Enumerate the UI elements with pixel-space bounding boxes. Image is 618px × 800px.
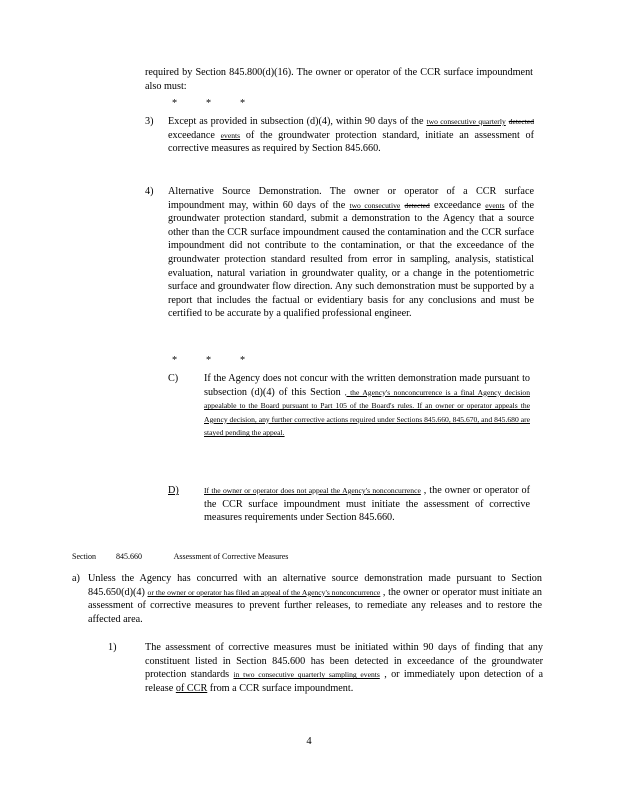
item-4-text: Alternative Source Demonstration. The owner or operator of a CCR surface impoundment may, within 60 days of the two consecutive detected exceedance events of the groundwater protection standard, submit a demonstration to the Agency that a source other than the CCR surface impoundment caused the contamination and the CCR surface impoundment did not contribute to the contamination, or that the exceedance of the groundwater protection standard resulted from error in sampling, analysis, statistical evaluation, natural variation in groundwater quality, or a change in the potentiometric surface and groundwater flow direction. Any such demonstration must be supported by a report that includes the factual or evidentiary basis for any conclusions and must be certified to be accurate by a qualified professional engineer. <box>168 186 535 320</box>
inserted-text: two consecutive quarterly <box>426 117 506 126</box>
ellipsis-stars: * * * <box>172 98 246 109</box>
deleted-text: detected <box>508 117 534 126</box>
page-number: 4 <box>306 736 312 747</box>
inserted-text: events <box>220 130 241 140</box>
inserted-text: two consecutive <box>349 200 401 210</box>
item-3-text: Except as provided in subsection (d)(4), within 90 days of the two consecutive quarterly detected exceedance events of the groundwater protection standard, initiate an assessment of corrective measures as required by Section 845.660. <box>168 116 535 155</box>
item-3-number: 3) <box>145 116 154 127</box>
inserted-text: of CCR <box>175 682 208 694</box>
item-d-number: D) <box>168 485 179 496</box>
para-a-text: Unless the Agency has concurred with an alternative source demonstration made pursuant to Section 845.650(d)(4) or the owner or operator has filed an appeal of the Agency's nonconcurrence , the owner or operator must initiate an assessment of corrective measures to prevent further releases, to remediate any releases and to restore the affected area. <box>88 573 542 625</box>
section-heading: Section 845.660 Assessment of Corrective Measures <box>72 552 289 561</box>
inserted-text: , the Agency's nonconcurrence is a final Agency decision appealable to the Board pursuant to Part 105 of the Board's rules. If an owner or operator appeals the Agency decision, any further corrective actions required under Sections 845.660, 845.670, and 845.680 are stayed pending the appeal. <box>204 387 530 438</box>
item-d-text: If the owner or operator does not appeal the Agency's nonconcurrence , the owner or operator of the CCR surface impoundment must initiate the assessment of corrective measures requirements under Section 845.660. <box>204 485 530 524</box>
deleted-text: detected <box>404 200 430 210</box>
inserted-text: events <box>485 200 505 210</box>
item-c-number: C) <box>168 373 179 384</box>
para-1-number: 1) <box>108 642 117 653</box>
intro-paragraph: required by Section 845.800(d)(16). The owner or operator of the CCR surface impoundment also must: <box>145 67 533 92</box>
item-c-text: If the Agency does not concur with the written demonstration made pursuant to subsection (d)(4) of this Section , the Agency's nonconcurrence is a final Agency decision appealable to the Board pursuant to Part 105 of the Board's rules. If an owner or operator appeals the Agency decision, any further corrective actions required under Sections 845.660, 845.670, and 845.680 are stayed pending the appeal. <box>204 373 530 438</box>
inserted-text: If the owner or operator does not appeal the Agency's nonconcurrence <box>204 486 421 495</box>
item-4-number: 4) <box>145 186 154 197</box>
ellipsis-stars: * * * <box>172 355 246 366</box>
para-a-number: a) <box>72 573 80 584</box>
inserted-text: in two consecutive quarterly sampling events <box>233 670 380 680</box>
inserted-text: or the owner or operator has filed an appeal of the Agency's nonconcurrence <box>147 587 381 597</box>
para-1-text: The assessment of corrective measures must be initiated within 90 days of finding that any constituent listed in Section 845.600 has been detected in exceedance of the groundwater protection standards in two consecutive quarterly sampling events , or immediately upon detection of a release of CCR from a CCR surface impoundment. <box>145 642 543 694</box>
